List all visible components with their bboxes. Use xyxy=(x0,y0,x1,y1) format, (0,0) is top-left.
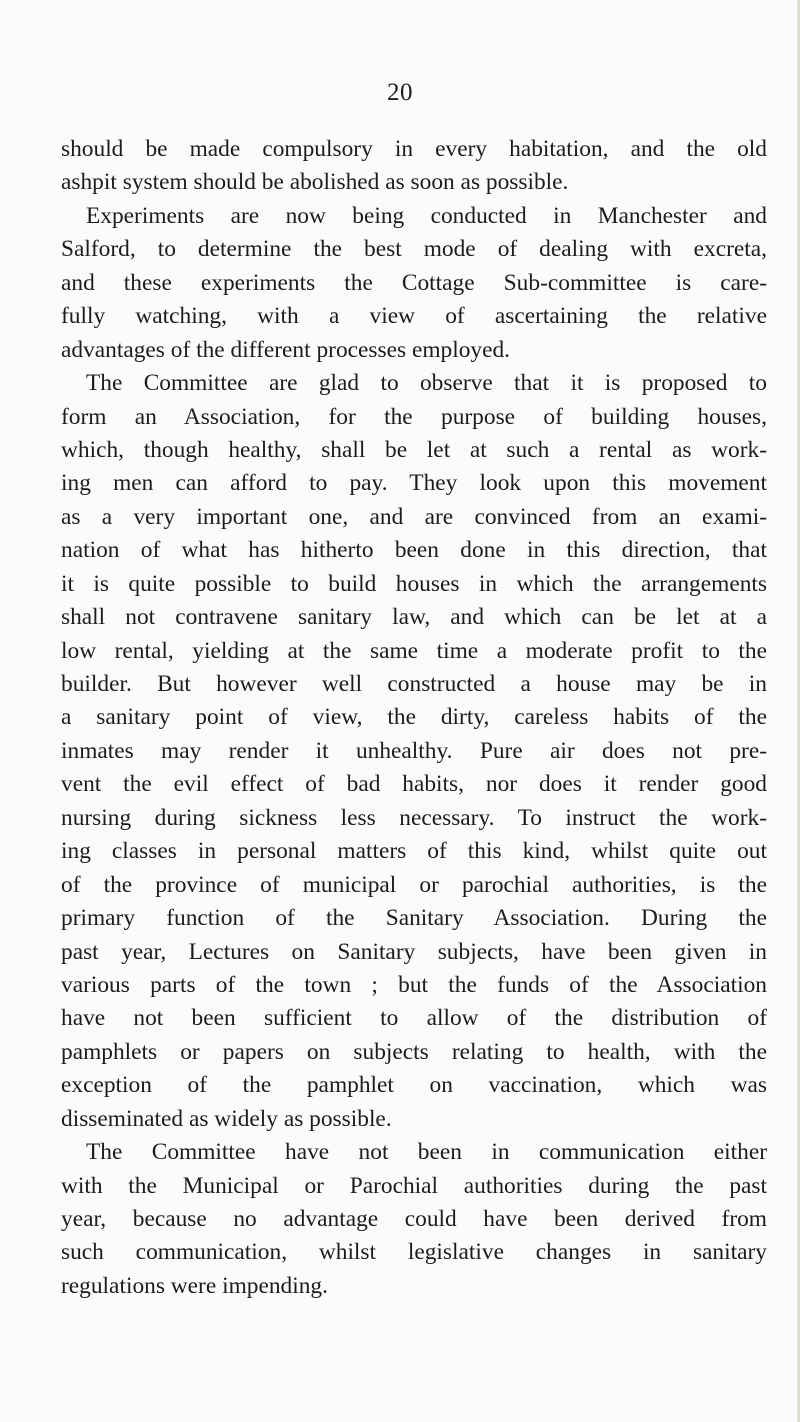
text-line: Experiments are now being conducted in Manchester and xyxy=(86,202,767,229)
text-line: past year, Lectures on Sanitary subjects, have been given in xyxy=(61,938,767,965)
text-line: of the province of municipal or parochial authorities, is the xyxy=(61,871,767,898)
text-line: nursing during sickness less necessary. To instruct the work- xyxy=(61,804,767,831)
text-line: The Committee are glad to observe that it is proposed to xyxy=(86,370,767,397)
text-line: inmates may render it unhealthy. Pure air does not pre- xyxy=(61,737,767,764)
text-line: which, though healthy, shall be let at such a rental as work- xyxy=(61,436,767,463)
text-line: various parts of the town ; but the funds of the Association xyxy=(61,971,767,998)
text-line: and these experiments the Cottage Sub-committee is care- xyxy=(61,269,767,296)
paragraph-experiments xyxy=(61,200,767,367)
text-line: nation of what has hitherto been done in this direction, that xyxy=(61,537,767,564)
text-line: shall not contravene sanitary law, and which can be let at a xyxy=(61,604,767,631)
text-line: ing classes in personal matters of this kind, whilst quite out xyxy=(61,838,767,865)
paragraph-continuation xyxy=(61,133,767,200)
text-line: a sanitary point of view, the dirty, careless habits of the xyxy=(61,704,767,731)
text-line: should be made compulsory in every habitation, and the old xyxy=(61,136,767,162)
text-line: vent the evil effect of bad habits, nor does it render good xyxy=(61,771,767,798)
text-line: with the Municipal or Parochial authorities during the past xyxy=(61,1172,767,1199)
text-line: such communication, whilst legislative changes in sanitary xyxy=(61,1239,767,1266)
text-line: regulations were impending. xyxy=(61,1272,328,1299)
text-line: as a very important one, and are convinced from an exami- xyxy=(61,503,767,530)
text-line: Salford, to determine the best mode of dealing with excreta, xyxy=(61,236,767,263)
text-line: year, because no advantage could have been derived from xyxy=(61,1206,767,1232)
text-line: ing men can afford to pay. They look upon this movement xyxy=(61,470,767,497)
text-line: it is quite possible to build houses in which the arrangements xyxy=(61,570,767,597)
text-line: have not been sufficient to allow of the distribution of xyxy=(61,1005,767,1032)
text-line: builder. But however well constructed a house may be in xyxy=(61,671,767,697)
text-line: exception of the pamphlet on vaccination, which was xyxy=(61,1072,767,1099)
body-text xyxy=(61,133,767,1303)
text-line: disseminated as widely as possible. xyxy=(61,1105,392,1132)
text-line: low rental, yielding at the same time a moderate profit to the xyxy=(61,637,767,664)
paragraph-communication xyxy=(61,1136,767,1303)
page-number: 20 xyxy=(387,79,413,106)
text-line: primary function of the Sanitary Association. During the xyxy=(61,905,767,932)
text-line: form an Association, for the purpose of building houses, xyxy=(61,403,767,430)
text-line: advantages of the different processes employed. xyxy=(61,336,511,363)
text-line: ashpit system should be abolished as soon as possible. xyxy=(61,169,569,196)
paragraph-association xyxy=(61,367,767,1136)
text-line: The Committee have not been in communication either xyxy=(86,1139,767,1166)
text-line: fully watching, with a view of ascertaining the relative xyxy=(61,303,767,330)
text-line: pamphlets or papers on subjects relating to health, with the xyxy=(61,1038,767,1065)
